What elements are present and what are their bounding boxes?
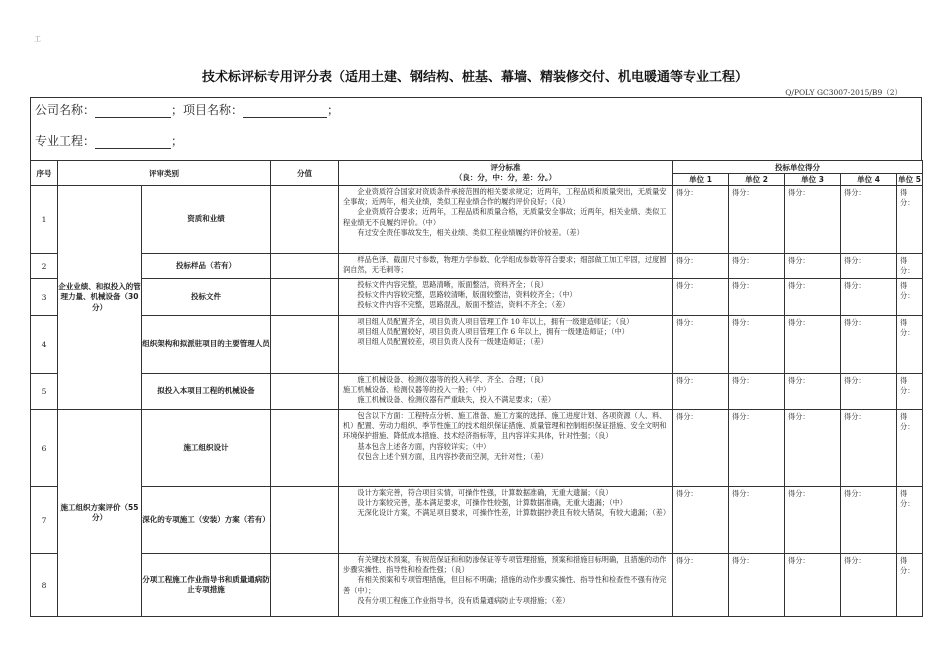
criteria-medium: 项目组人员配置较好，项目负责人项目管理工作 6 年以上，拥有一级建造师证；（中） [357,327,629,337]
points-cell[interactable] [271,410,339,487]
header-unit-3: 单位 3 [785,174,841,186]
table-row [31,279,923,316]
corner-mark: 工 [34,35,41,43]
criteria-good: 项目组人员配置齐全，项目负责人项目管理工作 10 年以上，拥有一级建造师证；（良） [357,317,634,326]
score-cell[interactable]: 得分： [785,279,841,316]
points-cell[interactable] [271,487,339,554]
table-row [31,487,923,554]
row-item: 深化的专项施工（安装）方案（若有） [142,487,271,554]
row-item: 投标样品（若有） [142,254,271,279]
specialty-label: 专业工程： [35,134,96,148]
row-seq: 3 [31,279,58,316]
criteria-poor: 没有分项工程施工作业指导书，没有质量通病防止专项措施；（差） [357,595,570,605]
header-criteria-title: 评分标准 [490,163,521,173]
criteria-poor: 项目组人员配置较差，项目负责人没有一级建造师证；（差） [357,337,548,347]
header-units-title: 投标单位得分 [673,161,923,174]
criteria-cell [339,487,673,554]
header-criteria-grades: （良：分，中：分，差：分。） [454,173,557,182]
score-cell[interactable]: 得分： [729,186,785,254]
score-cell[interactable]: 得分： [841,254,897,279]
criteria-cell [339,410,673,487]
score-cell[interactable]: 得分： [785,554,841,617]
score-cell[interactable]: 得分： [785,186,841,254]
score-cell[interactable]: 得分： [729,374,785,410]
criteria-poor: 施工机械设备、检测仪器有严重缺失，投入不满足要求；（差） [357,395,556,405]
header-points: 分值 [271,161,339,186]
criteria-cell [339,186,673,254]
score-cell[interactable]: 得分： [841,316,897,374]
score-cell[interactable]: 得分： [897,374,923,410]
row-item: 拟投入本项目工程的机械设备 [142,374,271,410]
header-unit-2: 单位 2 [729,174,785,186]
score-cell[interactable]: 得分： [673,279,729,316]
criteria-good: 样品色泽、截面尺寸参数，物理力学参数、化学组成参数等符合要求；细部做工加工牢固，过度圆润自然，无毛刺等； [343,255,667,275]
document-number: Q/POLY GC3007-2015/B9（2） [785,88,902,97]
header-unit-1: 单位 1 [673,174,729,186]
score-cell[interactable]: 得分： [897,316,923,374]
row-item: 施工组织设计 [142,410,271,487]
row-item: 组织架构和拟派驻项目的主要管理人员 [142,316,271,374]
scoring-table [30,160,923,617]
score-cell[interactable]: 得分： [841,279,897,316]
row-seq: 2 [31,254,58,279]
criteria-cell [339,316,673,374]
project-label: ；项目名称： [171,103,244,117]
score-cell[interactable]: 得分： [673,410,729,487]
criteria-good: 包含以下方面：工程特点分析、施工准备、施工方案的选择、施工进度计划、各项资源（人、料、机）配置、劳动力组织、季节性施工的技术组织保证措施、质量管理和控制组织保证措施、安全文明和环境保护措施、降低成本措施、技术经济指标等，且内容详实具体，针对性强；（良） [343,411,667,441]
score-cell[interactable]: 得分： [729,487,785,554]
row-seq: 4 [31,316,58,374]
score-cell[interactable]: 得分： [897,254,923,279]
score-cell[interactable]: 得分： [729,316,785,374]
criteria-poor: 仅包含上述个别方面，且内容抄袭而空洞，无针对性；（差） [357,451,548,461]
score-cell[interactable]: 得分： [729,254,785,279]
criteria-poor: 无深化设计方案，不满足项目要求，可操作性差，计算数据抄袭且有较大错误，有较大遗漏；（差） [357,508,671,518]
score-cell[interactable]: 得分： [673,554,729,617]
project-name-blank[interactable] [243,104,327,118]
score-cell[interactable]: 得分： [673,186,729,254]
header-criteria [339,161,673,186]
criteria-medium: 设计方案较完善，基本满足要求，可操作性较强，计算数据准确，无重大遗漏；（中） [357,498,627,508]
score-cell[interactable]: 得分： [673,316,729,374]
row-seq: 8 [31,554,58,617]
score-cell[interactable]: 得分： [673,254,729,279]
header-category: 评审类别 [58,161,271,186]
criteria-good: 设计方案完善，符合项目实情，可操作性强，计算数据准确，无重大遗漏；（良） [357,488,613,497]
score-cell[interactable]: 得分： [897,487,923,554]
criteria-poor: 投标文件内容不完整，思路混乱，版面不整洁，资料不齐全；（差） [357,300,570,310]
table-row [31,254,923,279]
company-project-line [35,101,339,118]
table-row [31,316,923,374]
row-seq: 5 [31,374,58,410]
row-seq: 7 [31,487,58,554]
score-cell[interactable]: 得分： [897,554,923,617]
score-cell[interactable]: 得分： [841,374,897,410]
points-cell[interactable] [271,554,339,617]
specialty-line [35,132,183,149]
row-seq: 6 [31,410,58,487]
company-label: 公司名称： [35,103,96,117]
criteria-good: 有关键技术预案，有规范保证和和防渗保证等专项管理措施，预案和措施目标明确，且措施的动作步骤实操性、指导性和检查性强；（良） [343,555,667,575]
criteria-medium: 企业资质符合要求；近两年，工程品质和质量合格，无质量安全事故；近两年，相关业绩、类似工程业绩无不良履约评价。（中） [343,207,667,227]
page-title: 技术标评标专用评分表（适用土建、钢结构、桩基、幕墙、精装修交付、机电暖通等专业工程） [201,70,748,85]
score-cell[interactable]: 得分： [729,410,785,487]
points-cell[interactable] [271,279,339,316]
points-cell[interactable] [271,316,339,374]
points-cell[interactable] [271,374,339,410]
criteria-medium: 基本包含上述各方面，内容较详实；（中） [357,441,491,451]
criteria-medium: 投标文件内容较完整，思路较清晰，版面较整洁，资料较齐全；（中） [357,290,577,300]
score-cell[interactable]: 得分： [841,554,897,617]
line2-end: ； [171,134,184,148]
score-cell[interactable]: 得分： [673,374,729,410]
line1-end: ； [327,103,340,117]
score-cell[interactable]: 得分： [897,410,923,487]
criteria-medium: 施工机械设备、检测仪器等的投入一般；（中） [343,385,491,395]
project-info-box [30,97,922,160]
score-cell[interactable]: 得分： [841,487,897,554]
header-unit-5: 单位 5 [898,175,921,184]
score-cell[interactable]: 得分： [785,410,841,487]
group-label: 施工组织方案评价（55 分） [58,410,142,617]
points-cell[interactable] [271,186,339,254]
score-cell[interactable]: 得分： [785,487,841,554]
score-cell[interactable]: 得分： [785,316,841,374]
criteria-good: 施工机械设备、检测仪器等的投入科学、齐全、合理；（良） [357,375,548,384]
criteria-cell [339,554,673,617]
specialty-blank[interactable] [95,135,171,149]
score-cell[interactable]: 得分： [785,374,841,410]
row-item: 分项工程施工作业指导书和质量通病防止专项措施 [142,554,271,617]
criteria-poor: 有过安全责任事故发生，相关业绩、类似工程业绩履约评价较差。（差） [357,227,584,237]
group-label: 企业业绩、和拟投入的管理力量、机械设备（30 分） [58,186,142,410]
criteria-good: 投标文件内容完整，思路清晰，版面整洁，资料齐全；（良） [357,280,548,289]
score-cell[interactable]: 得分： [897,279,923,316]
score-cell[interactable]: 得分： [729,554,785,617]
score-cell[interactable]: 得分： [729,279,785,316]
row-item: 投标文件 [142,279,271,316]
criteria-cell [339,374,673,410]
header-unit-4: 单位 4 [841,174,897,186]
table-row [31,374,923,410]
score-cell[interactable]: 得分： [673,487,729,554]
score-cell[interactable]: 得分： [785,254,841,279]
company-name-blank[interactable] [95,104,171,118]
score-cell[interactable]: 得分： [841,186,897,254]
points-cell[interactable] [271,254,339,279]
criteria-cell [339,254,673,279]
criteria-good: 企业资质符合国家对资质条件承接范围的相关要求规定；近两年，工程品质和质量突出，无质量安全事故；近两年，相关业绩，类似工程业绩合作的履约评价良好；（良） [343,187,667,207]
row-seq: 1 [31,186,58,254]
criteria-cell [339,279,673,316]
table-row [31,186,923,254]
score-cell[interactable]: 得分： [897,186,923,254]
header-seq: 序号 [31,161,58,186]
row-item: 资质和业绩 [142,186,271,254]
table-row [31,554,923,617]
criteria-medium: 有相关预案和专项管理措施，但目标不明确；措施的动作步骤实操性、指导性和检查性不强有待完善（中）； [343,575,667,595]
table-row [31,410,923,487]
score-cell[interactable]: 得分： [841,410,897,487]
